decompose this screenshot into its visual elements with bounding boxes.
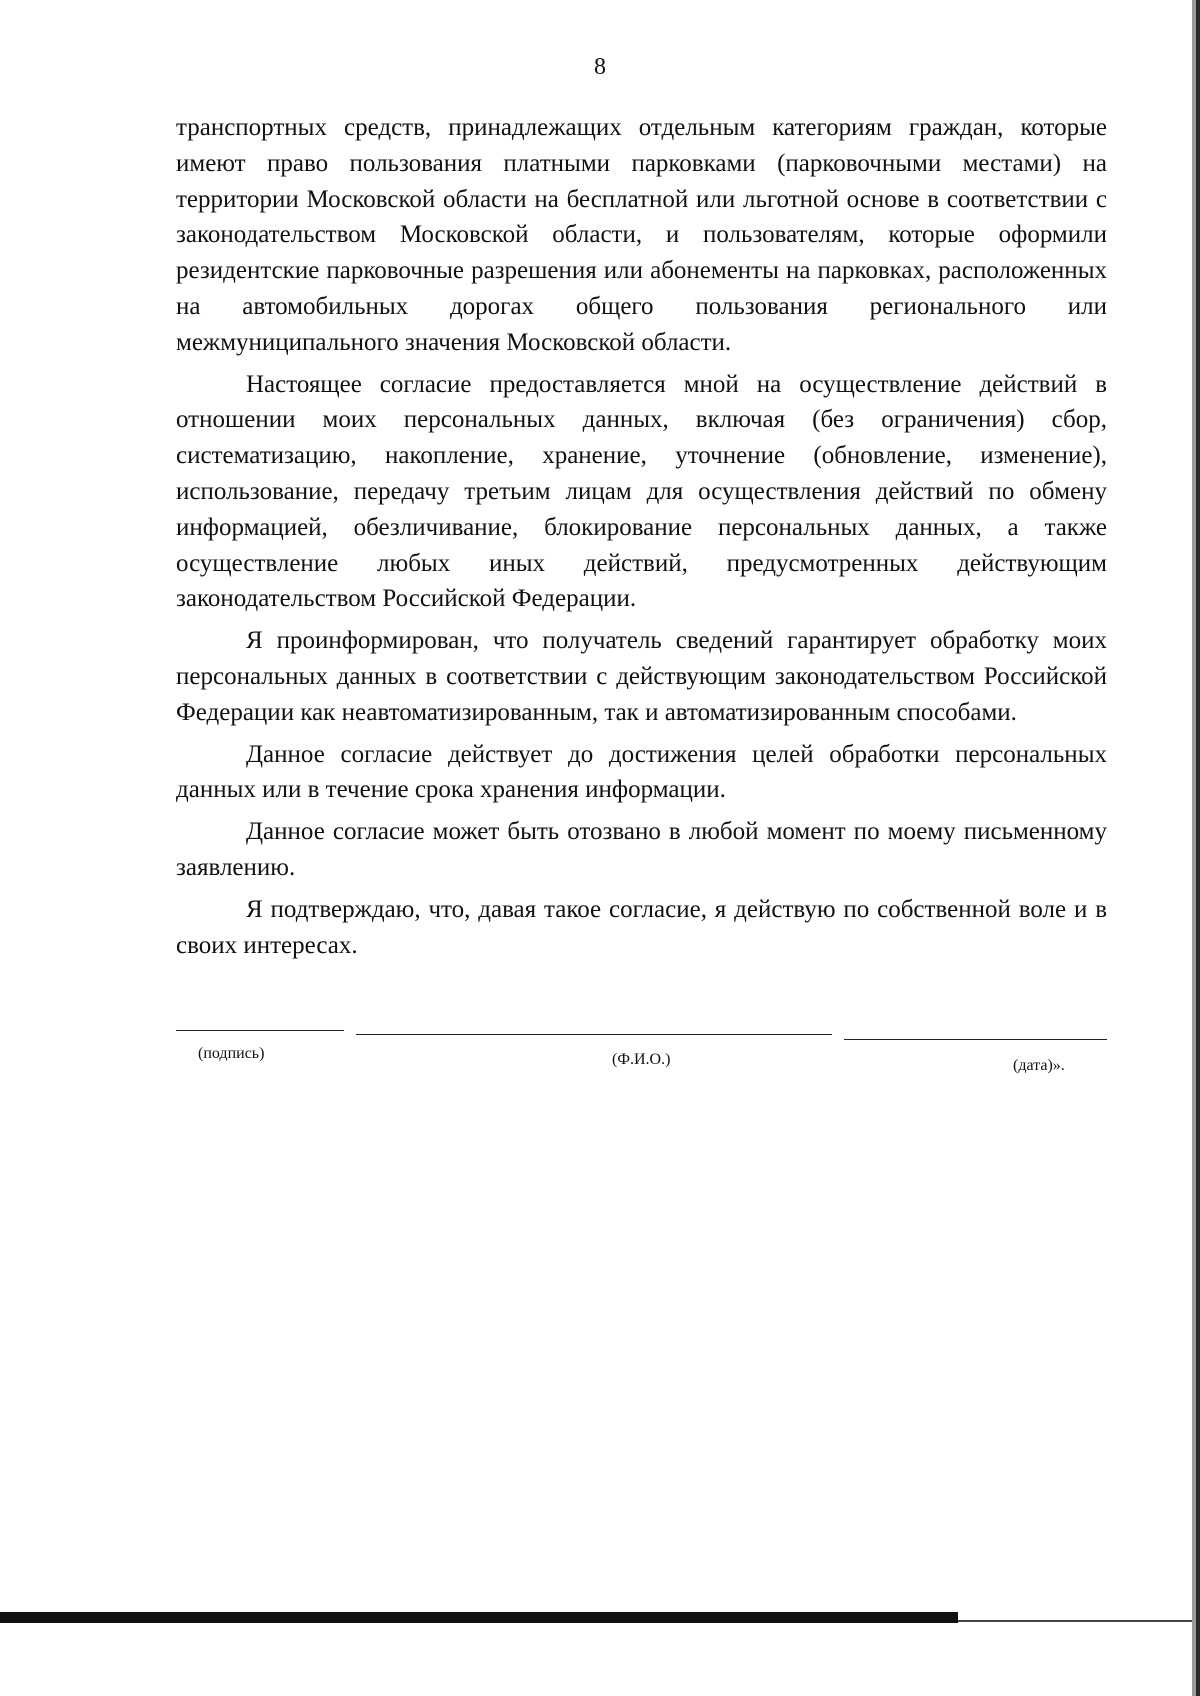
date-line [844,1039,1107,1040]
paragraph-validity: Данное согласие действует до достижения целей обработки персональных данных или в течение срока хранения информации. [176,740,1107,804]
scan-edge-bottom-thin [958,1620,1200,1622]
paragraph-consent-scope: Настоящее согласие предоставляется мной на осуществление действий в отношении моих персональных данных, включая (без ограничения) сбор, систематизацию, накопление, хранение, уточнение (обновление, изменение), использование, передачу третьим лицам для осуществления действий по обмену информацией, обезличивание, блокирование персональных данных, а также осуществление любых иных действий, предусмотренных действующим законодательством Российской Федерации. [176,370,1107,613]
body-text [176,110,1107,969]
scan-edge-right [1196,0,1200,1696]
paragraph-informed: Я проинформирован, что получатель сведений гарантирует обработку моих персональных данных в соответствии с действующим законодательством Российской Федерации как неавтоматизированным, так и автоматизированным способами. [176,627,1107,726]
signature-line [176,1030,344,1031]
name-caption: (Ф.И.О.) [612,1051,671,1068]
page-number: 8 [594,54,606,80]
date-caption: (дата)». [1013,1057,1065,1074]
scan-edge-bottom [0,1612,958,1623]
paragraph-confirmation: Я подтверждаю, что, давая такое согласие, я действую по собственной воле и в своих интересах. [176,895,1107,959]
signature-caption: (подпись) [198,1045,265,1062]
paragraph-continuation: транспортных средств, принадлежащих отдельным категориям граждан, которые имеют право пользования платными парковками (парковочными местами) на территории Московской области на бесплатной или льготной основе в соответствии с законодательством Московской области, и пользователям, которые оформили резидентские парковочные разрешения или абонементы на парковках, расположенных на автомобильных дорогах общего пользования регионального или межмуниципального значения Московской области. [176,114,1107,356]
name-line [356,1034,832,1035]
paragraph-revocation: Данное согласие может быть отозвано в любой момент по моему письменному заявлению. [176,818,1107,881]
